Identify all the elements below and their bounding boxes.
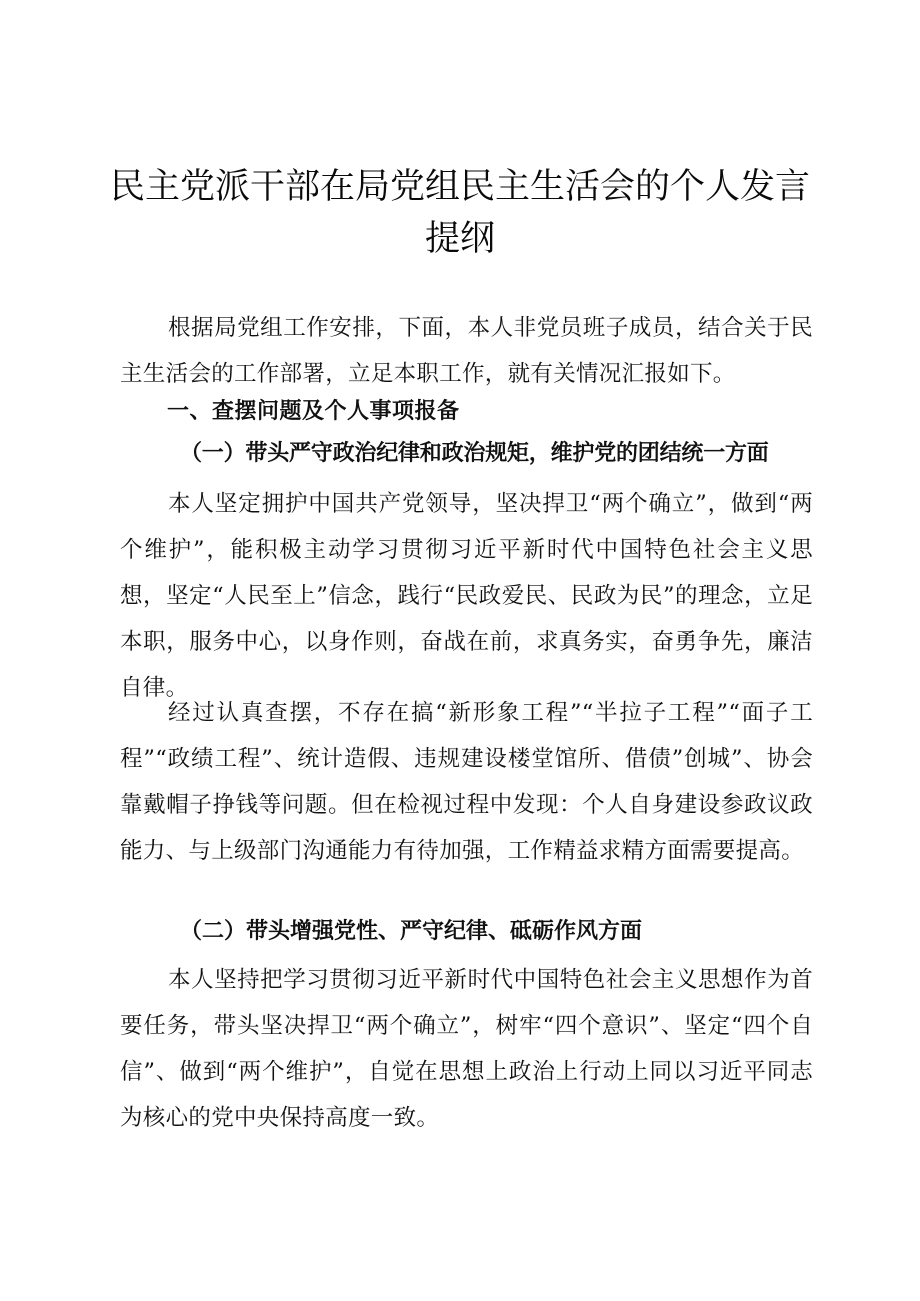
subsection2-heading: （二）带头增强党性、严守纪律、砥砺作风方面 <box>180 918 643 944</box>
document-title-line2: 提纲 <box>424 219 495 259</box>
section1-heading: 一、查摆问题及个人事项报备 <box>167 398 460 424</box>
subsection2-paragraph1: 本人坚持把学习贯彻习近平新时代中国特色社会主义思想作为首要任务，带头坚决捍卫“两个确立”，树牢“四个意识”、坚定“四个自信”、做到“两个维护”，自觉在思想上政治上行动上同以习近平同志为核心的党中央保持高度一致。 <box>120 967 813 1131</box>
subsection1-paragraph1: 本人坚定拥护中国共产党领导，坚决捍卫“两个确立”，做到“两个维护”，能积极主动学习贯彻习近平新时代中国特色社会主义思想，坚定“人民至上”信念，践行“民政爱民、民政为民”的理念，立足本职，服务中心，以身作则，奋战在前，求真务实，奋勇争先，廉洁自律。 <box>120 491 813 701</box>
subsection1-heading: （一）带头严守政治纪律和政治规矩，维护党的团结统一方面 <box>180 440 769 466</box>
subsection1-paragraph2: 经过认真查摆，不存在搞“新形象工程”“半拉子工程”“面子工程”“政绩工程”、统计造假、违规建设楼堂馆所、借债”创城”、协会靠戴帽子挣钱等问题。但在检视过程中发现：个人自身建设参政议政能力、与上级部门沟通能力有待加强，工作精益求精方面需要提高。 <box>120 700 813 864</box>
intro-paragraph: 根据局党组工作安排，下面，本人非党员班子成员，结合关于民主生活会的工作部署，立足本职工作，就有关情况汇报如下。 <box>120 315 813 387</box>
document-title-line1: 民主党派干部在局党组民主生活会的个人发言 <box>109 167 810 207</box>
